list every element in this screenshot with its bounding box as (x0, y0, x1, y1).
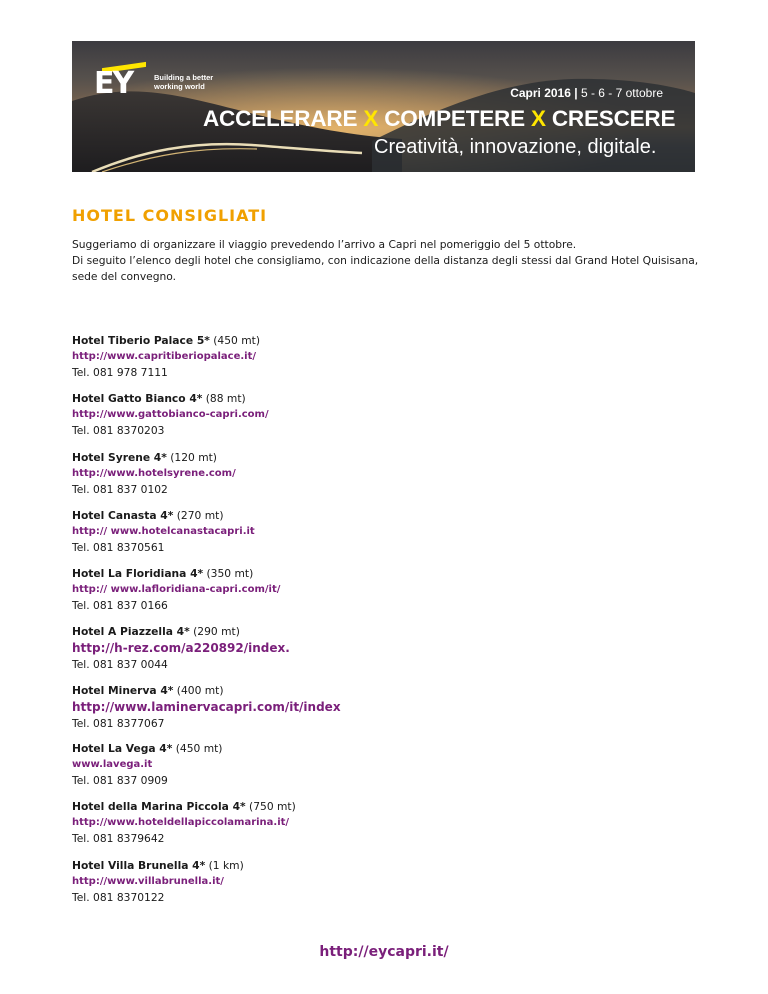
headline-x-1: X (363, 106, 379, 131)
intro-text (72, 237, 712, 285)
header-banner (72, 41, 695, 172)
hotel-name: Hotel Syrene 4* (72, 450, 167, 464)
ey-logo-text: EY (94, 66, 133, 101)
hotel-entry (72, 508, 712, 566)
footer-website-link[interactable]: http://eycapri.it/ (319, 944, 449, 960)
hotel-entry (72, 333, 712, 391)
hotel-phone: Tel. 081 837 0909 (72, 774, 168, 788)
intro-line-2: Di seguito l’elenco degli hotel che consigliamo, con indicazione della distanza degli stessi dal Grand Hotel Quisisana, sede del convegno. (72, 254, 699, 283)
page-title: HOTEL CONSIGLIATI (72, 206, 268, 225)
hotel-distance: (1 km) (208, 858, 244, 872)
hotel-phone: Tel. 081 8379642 (72, 832, 165, 846)
hotel-name: Hotel La Vega 4* (72, 742, 173, 756)
edition-separator: | (574, 86, 578, 100)
hotel-entry (72, 391, 712, 449)
hotel-name: Hotel della Marina Piccola 4* (72, 800, 246, 814)
hotel-distance: (750 mt) (249, 800, 296, 814)
hotel-website-link[interactable]: http:// www.lafloridiana-capri.com/it/ (72, 584, 281, 596)
hotel-distance: (350 mt) (206, 567, 254, 581)
hotel-entry (72, 624, 712, 682)
hotel-entry (72, 741, 712, 799)
hotel-entry (72, 799, 712, 857)
hotel-entry (72, 450, 712, 508)
hotel-distance: (270 mt) (176, 508, 224, 522)
hotel-name: Hotel A Piazzella 4* (72, 625, 190, 639)
hotel-website-link[interactable]: http://www.hoteldellapiccolamarina.it/ (72, 817, 290, 829)
hotel-website-link[interactable]: http:// www.hotelcanastacapri.it (72, 525, 255, 537)
hotel-name: Hotel Gatto Bianco 4* (72, 392, 203, 406)
hotel-website-link[interactable]: http://www.capritiberiopalace.it/ (72, 351, 257, 362)
hotel-distance: (88 mt) (205, 392, 246, 406)
hotel-phone: Tel. 081 978 7111 (72, 366, 168, 379)
event-subline: Creatività, innovazione, digitale. (374, 136, 657, 158)
hotel-name: Hotel Tiberio Palace 5* (72, 334, 210, 347)
hotel-name: Hotel Canasta 4* (72, 508, 174, 522)
hotel-entry (72, 858, 712, 916)
ey-logo (94, 65, 224, 101)
ey-logo-mark (94, 65, 140, 101)
headline-word-2: COMPETERE (384, 106, 525, 131)
hotel-name: Hotel Minerva 4* (72, 683, 174, 697)
hotel-phone: Tel. 081 8370203 (72, 424, 165, 438)
hotel-website-link[interactable]: http://h-rez.com/a220892/index. (72, 641, 290, 656)
hotel-phone: Tel. 081 837 0102 (72, 482, 168, 496)
ey-tagline: Building a better working world (154, 73, 214, 91)
hotel-phone: Tel. 081 837 0044 (72, 658, 168, 672)
headline-word-3: CRESCERE (551, 106, 676, 131)
hotel-phone: Tel. 081 8370122 (72, 890, 165, 904)
hotel-name: Hotel La Floridiana 4* (72, 567, 204, 581)
hotel-website-link[interactable]: http://www.hotelsyrene.com/ (72, 467, 236, 479)
edition-location: Capri 2016 (510, 86, 571, 100)
hotel-website-link[interactable]: http://www.gattobianco-capri.com/ (72, 409, 269, 421)
hotel-name: Hotel Villa Brunella 4* (72, 858, 206, 872)
hotel-list (72, 333, 712, 916)
hotel-website-link[interactable]: http://www.laminervacapri.com/it/index (72, 699, 341, 714)
hotel-distance: (290 mt) (193, 625, 240, 639)
headline-word-1: ACCELERARE (203, 106, 358, 131)
hotel-phone: Tel. 081 8377067 (72, 716, 165, 730)
hotel-website-link[interactable]: www.lavega.it (72, 759, 153, 771)
hotel-distance: (400 mt) (176, 683, 224, 697)
hotel-website-link[interactable]: http://www.villabrunella.it/ (72, 875, 224, 887)
hotel-phone: Tel. 081 8370561 (72, 540, 165, 554)
edition-dates: 5 - 6 - 7 ottobre (580, 86, 663, 100)
hotel-entry (72, 683, 712, 741)
hotel-distance: (450 mt) (175, 742, 223, 756)
hotel-phone: Tel. 081 837 0166 (72, 599, 168, 613)
event-edition (510, 86, 663, 100)
hotel-distance: (120 mt) (170, 450, 217, 464)
hotel-entry (72, 566, 712, 624)
intro-line-1: Suggeriamo di organizzare il viaggio prevedendo l’arrivo a Capri nel pomeriggio del 5 ottobre. (72, 238, 577, 251)
event-headline (203, 106, 675, 132)
headline-x-2: X (530, 106, 546, 131)
hotel-distance: (450 mt) (213, 334, 260, 347)
